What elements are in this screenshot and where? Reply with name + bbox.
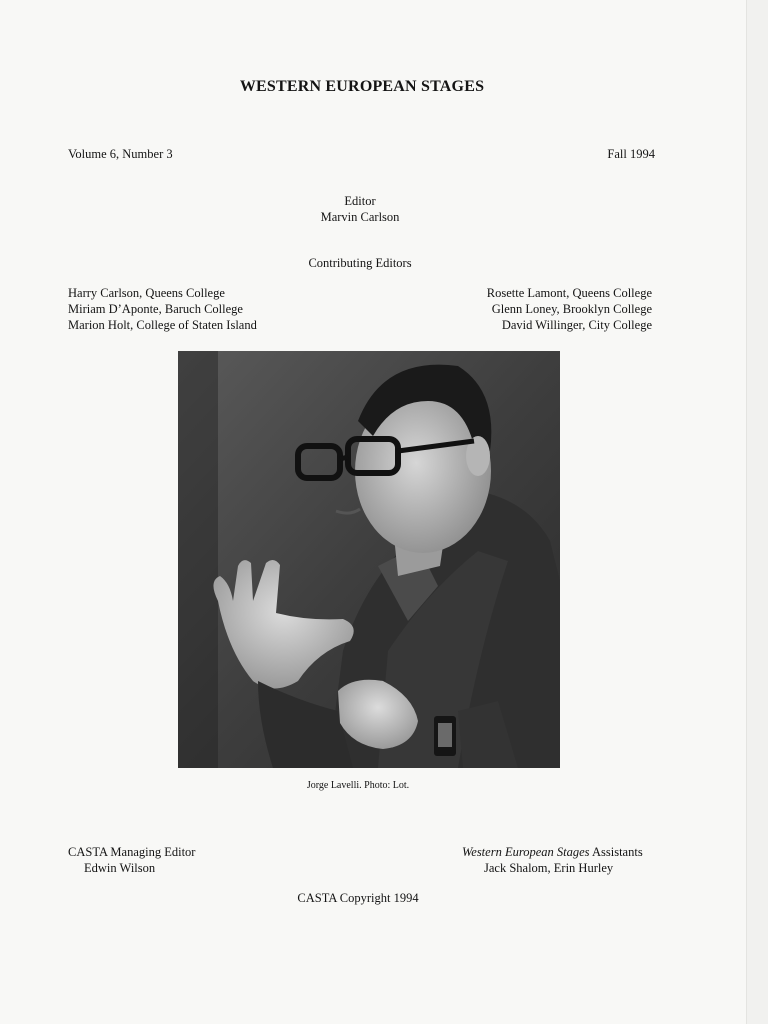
contributing-editor: Glenn Loney, Brooklyn College <box>491 302 652 316</box>
contributing-editor: David Willinger, City College <box>501 318 652 332</box>
managing-editor-heading: CASTA Managing Editor <box>68 845 196 859</box>
contributing-editor: Marion Holt, College of Staten Island <box>68 318 257 332</box>
managing-editor-block <box>68 844 328 876</box>
portrait-photo <box>178 351 560 768</box>
page-edge <box>746 0 768 1024</box>
contributing-heading: Contributing Editors <box>308 256 412 270</box>
contributing-editor: Miriam D’Aponte, Baruch College <box>68 302 243 316</box>
editor-name: Marvin Carlson <box>320 210 400 224</box>
assistants-block <box>462 844 662 876</box>
editor-heading: Editor <box>344 194 376 208</box>
copyright: CASTA Copyright 1994 <box>297 891 419 905</box>
contributing-editor: Rosette Lamont, Queens College <box>486 286 652 300</box>
assistants-heading <box>462 844 662 860</box>
issue-season: Fall 1994 <box>607 147 655 161</box>
managing-editor-name: Edwin Wilson <box>84 861 156 875</box>
photo-caption: Jorge Lavelli. Photo: Lot. <box>306 780 410 791</box>
volume-number: Volume 6, Number 3 <box>68 147 173 161</box>
assistants-names: Jack Shalom, Erin Hurley <box>484 861 614 875</box>
assistants-label: Assistants <box>589 845 643 859</box>
contributing-editor: Harry Carlson, Queens College <box>68 286 225 300</box>
contributing-editors-left <box>68 285 348 333</box>
journal-title: WESTERN EUROPEAN STAGES <box>239 78 485 95</box>
assistants-journal-name: Western European Stages <box>462 845 590 859</box>
contributing-editors-right <box>400 285 652 333</box>
